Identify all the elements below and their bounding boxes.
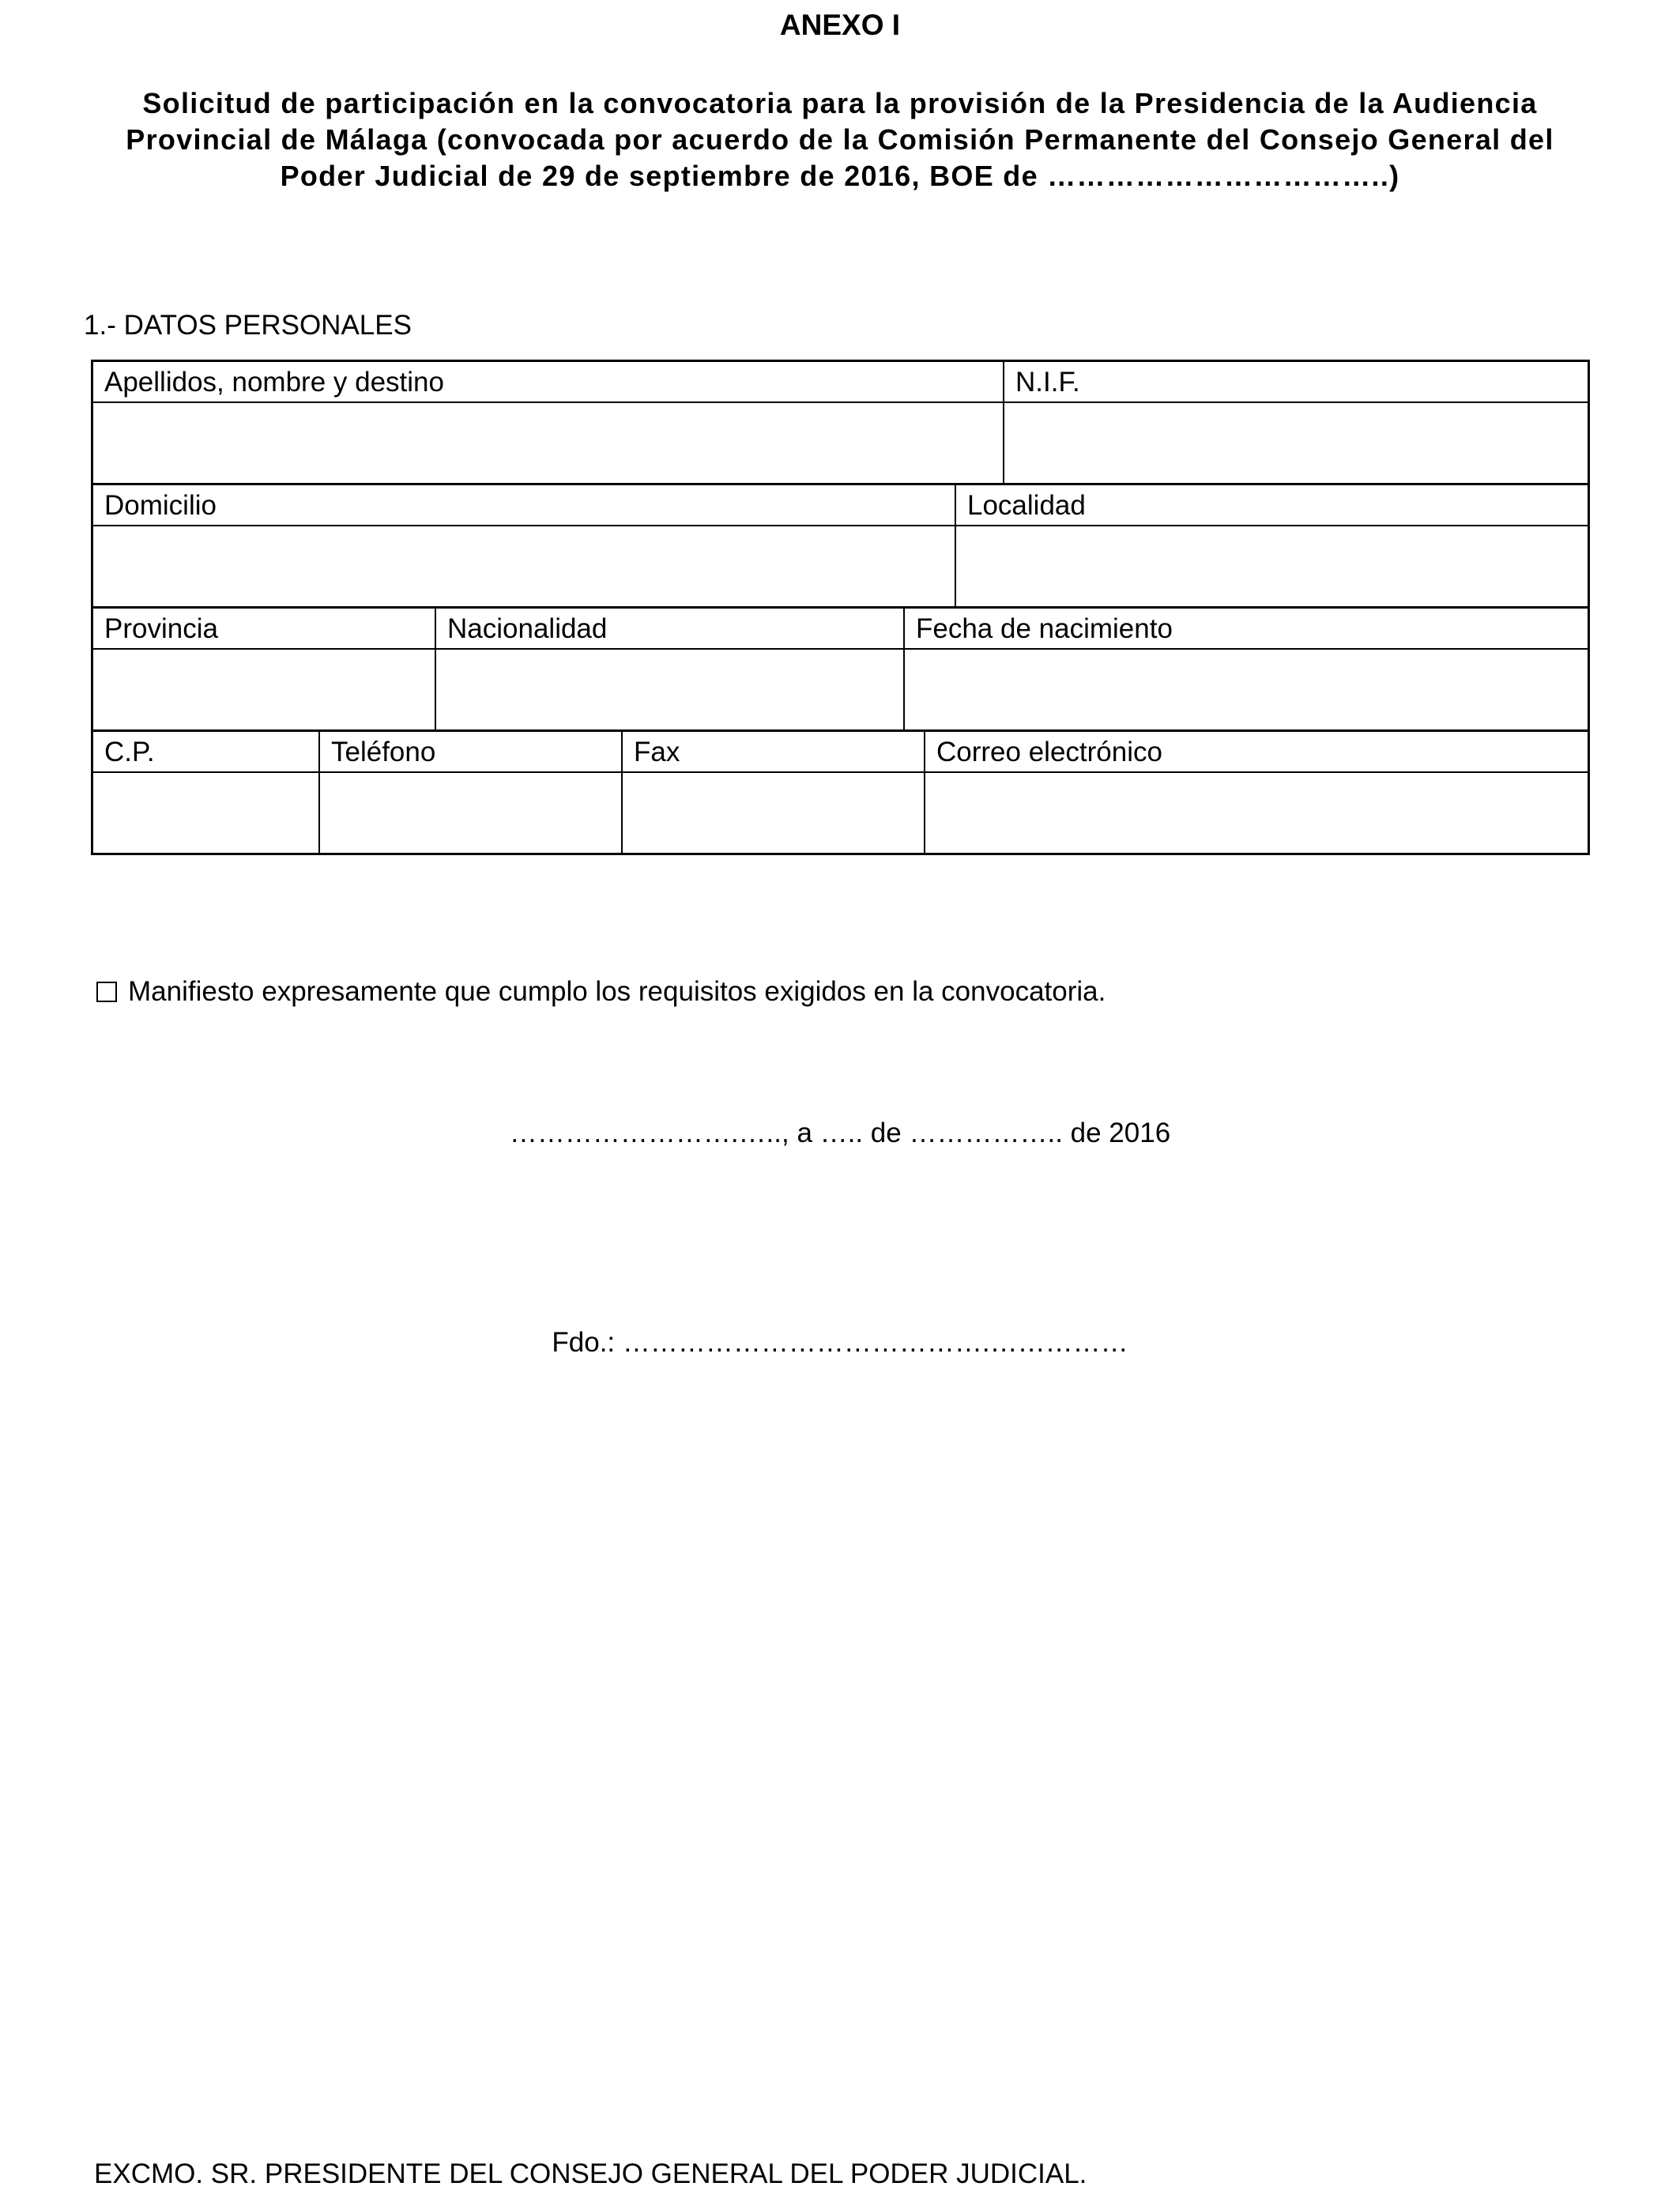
field-fax xyxy=(623,732,925,853)
field-province xyxy=(93,609,436,729)
form-row-province xyxy=(91,606,1590,732)
field-label: Apellidos, nombre y destino xyxy=(93,362,1003,403)
field-label: Teléfono xyxy=(320,732,621,773)
phone-input[interactable] xyxy=(320,773,621,853)
field-postal-code xyxy=(93,732,320,853)
field-locality xyxy=(956,485,1588,606)
field-label: N.I.F. xyxy=(1004,362,1588,403)
field-label: Nacionalidad xyxy=(436,609,903,650)
field-full-name xyxy=(93,362,1004,483)
requirements-checkbox[interactable] xyxy=(96,982,117,1002)
province-input[interactable] xyxy=(93,650,435,729)
declaration-text: Manifiesto expresamente que cumplo los requisitos exigidos en la convocatoria. xyxy=(128,976,1106,1007)
nationality-input[interactable] xyxy=(436,650,903,729)
field-label: Localidad xyxy=(956,485,1588,526)
address-input[interactable] xyxy=(93,526,955,606)
full-name-input[interactable] xyxy=(93,403,1003,483)
field-label: Domicilio xyxy=(93,485,955,526)
addressee: EXCMO. SR. PRESIDENTE DEL CONSEJO GENERAL DEL PODER JUDICIAL. xyxy=(94,2158,1087,2189)
fax-input[interactable] xyxy=(623,773,924,853)
place-date-line: …………………….….., a ….. de …………….. de 2016 xyxy=(509,1118,1171,1148)
field-label: C.P. xyxy=(93,732,318,773)
postal-code-input[interactable] xyxy=(93,773,318,853)
field-label: Provincia xyxy=(93,609,435,650)
email-input[interactable] xyxy=(925,773,1588,853)
document-heading xyxy=(79,85,1601,194)
field-phone xyxy=(320,732,623,853)
form-row-address xyxy=(91,483,1590,609)
requirements-declaration xyxy=(96,974,1106,1010)
field-label: Fax xyxy=(623,732,924,773)
nif-input[interactable] xyxy=(1004,403,1588,483)
field-nif xyxy=(1004,362,1588,483)
annex-title: ANEXO I xyxy=(779,9,901,41)
field-birth-date xyxy=(905,609,1588,729)
signature-line: Fdo.: ………………………………….…………… xyxy=(552,1327,1128,1358)
field-nationality xyxy=(436,609,905,729)
form-row-name-nif xyxy=(91,360,1590,485)
field-email xyxy=(925,732,1588,853)
locality-input[interactable] xyxy=(956,526,1588,606)
field-address xyxy=(93,485,956,606)
field-label: Correo electrónico xyxy=(925,732,1588,773)
birth-date-input[interactable] xyxy=(905,650,1588,729)
heading-line: Solicitud de participación en la convocatoria para la provisión de la Presidencia de la Audiencia xyxy=(142,87,1538,119)
field-label: Fecha de nacimiento xyxy=(905,609,1588,650)
heading-line: Provincial de Málaga (convocada por acuerdo de la Comisión Permanente del Consejo General del xyxy=(126,123,1554,156)
heading-line: Poder Judicial de 29 de septiembre de 2016, BOE de ……………………………..) xyxy=(280,160,1400,192)
section-title-personal-data: 1.- DATOS PERSONALES xyxy=(84,310,412,341)
form-row-contact xyxy=(91,729,1590,855)
